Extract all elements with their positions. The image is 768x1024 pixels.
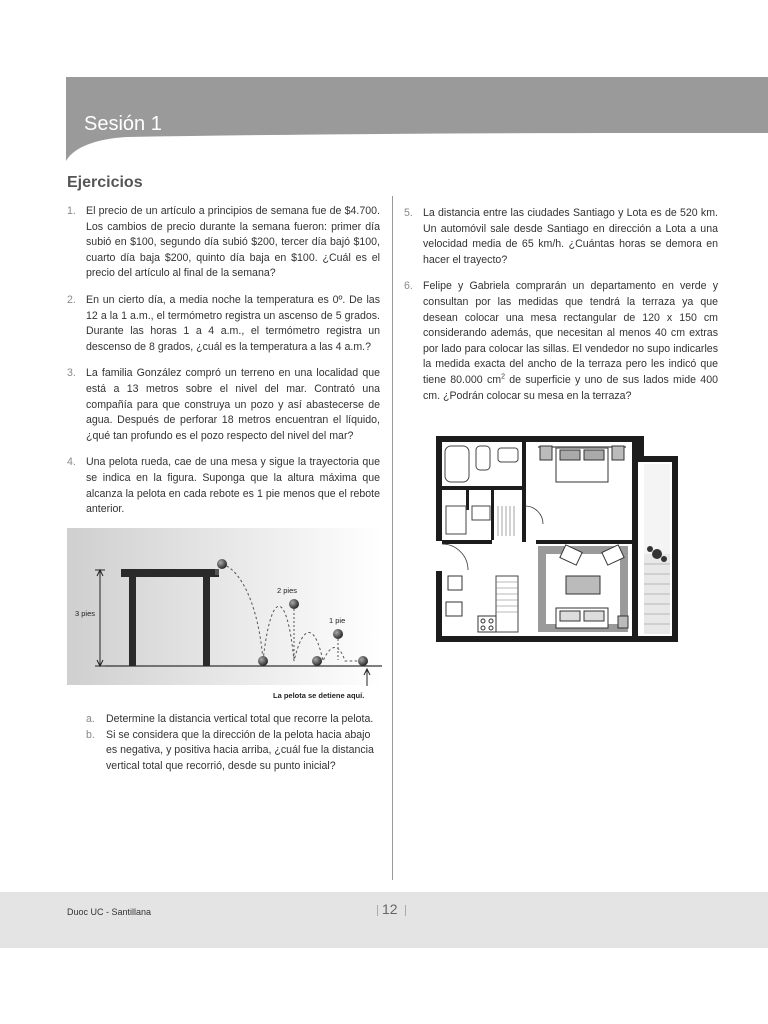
page-number-right-bar: [405, 905, 406, 916]
exercise-number: 5.: [404, 207, 413, 219]
area-superscript: 2: [501, 373, 505, 381]
stop-label: La pelota se detiene aquí.: [273, 691, 365, 700]
exercise-2: [67, 293, 380, 355]
session-title: Sesión 1: [84, 113, 162, 135]
exercise-text: El precio de un artículo a principios de semana fue de $4.700. Los cambios de precio durante la semana fueron: primer día subió en $100, segundo día subió $200, tercer día bajó $100, cuarto día baja $200, quinto día baja en $100. ¿Cuál es el precio del artículo al final de la semana?: [86, 205, 380, 280]
exercise-text: En un cierto día, a media noche la temperatura es 0º. De las 12 a la 1 a.m., el termómetro registra un ascenso de 5 grados. Durante las horas 1 a 4 a.m., el termómetro registra un descenso de 8 grados, ¿cuál es la temperatura a las 4 a.m.?: [86, 293, 380, 353]
exercise-text: Felipe y Gabriela comprarán un departamento en verde y consultan por las medidas que tendrá la terraza ya que desean colocar una mesa rectangular de 120 x 150 cm considerando además, que necesitan al menos 40 cm extras por lado para colocar las sillas. El vendedor no supo indicarles la medida exacta del ancho de la terraza pero les indicó que tiene 80.000 cm: [423, 280, 718, 386]
exercise-text: La distancia entre las ciudades Santiago y Lota es de 520 km. Un automóvil sale desde Santiago en dirección a Lota a una velocidad media de 65 km/h. ¿Cuántas horas se demora en hacer el trayecto?: [423, 207, 718, 266]
exercise-text-end: de superficie y uno de sus lados mide 400 cm. ¿Podrán colocar su mesa en la terraza?: [423, 373, 718, 402]
section-title: Ejercicios: [67, 174, 143, 191]
bouncing-ball-figure: [67, 528, 382, 703]
exercise-6: [404, 279, 718, 404]
bounce-1-label: 1 pie: [329, 616, 346, 625]
exercise-text: Una pelota rueda, cae de una mesa y sigue la trayectoria que se indica en la figura. Suponga que la altura máxima que alcanza la pelota en cada rebote es 1 pie menos que el rebote anterior.: [86, 456, 380, 516]
exercise-number: 4.: [67, 456, 76, 469]
sub-questions: [86, 712, 382, 774]
sub-question-text: Determine la distancia vertical total que recorre la pelota.: [106, 713, 374, 725]
sub-question-a: [86, 712, 382, 728]
sub-question-label: a.: [86, 713, 95, 725]
living-room: [538, 545, 628, 632]
bounce-2-label: 2 pies: [277, 586, 298, 595]
right-column: [404, 206, 718, 415]
exercise-5: [404, 206, 718, 268]
page-number: 12: [382, 901, 398, 917]
exercise-3: [67, 366, 380, 444]
exercise-number: 3.: [67, 367, 76, 380]
header-band: [66, 77, 768, 161]
exercise-number: 2.: [67, 293, 76, 306]
exercise-1: [67, 204, 380, 282]
exercise-text: La familia González compró un terreno en una localidad que está a 13 metros sobre el nivel del mar. Contrató una compañía para que construya un pozo y así abastecerse de agua. Después de perforar 18 metros encuentran el líquido, ¿qué tan profundo es el pozo respecto del nivel del mar?: [86, 367, 380, 442]
page-number-left-bar: [377, 905, 378, 916]
height-label: 3 pies: [75, 609, 96, 618]
sub-question-label: b.: [86, 728, 95, 741]
exercise-number: 1.: [67, 205, 76, 217]
sub-question-b: [86, 728, 382, 775]
floor-plan-figure: [436, 436, 678, 642]
exercise-4: [67, 455, 380, 517]
column-divider: [392, 196, 393, 880]
publisher-label: Duoc UC - Santillana: [67, 907, 152, 917]
exercise-number: 6.: [404, 280, 413, 293]
sub-question-text: Si se considera que la dirección de la pelota hacia abajo es negativa, y positiva hacia arriba, ¿cuál fue la distancia vertical total que recorrió, desde su punto inicial?: [106, 728, 374, 772]
left-column: [67, 204, 380, 529]
figure-background: [67, 528, 382, 685]
